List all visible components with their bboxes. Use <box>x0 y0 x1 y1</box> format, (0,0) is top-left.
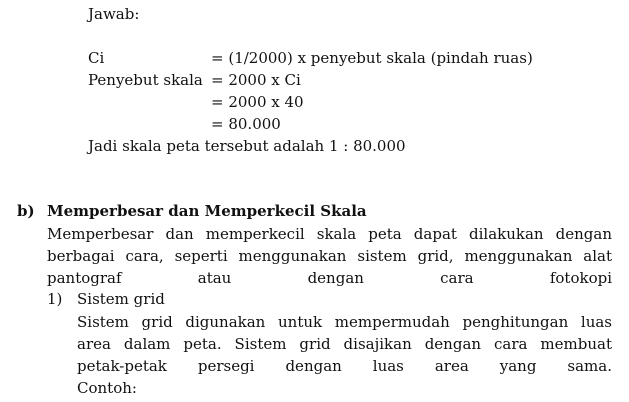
jawab-label: Jawab: <box>88 5 140 23</box>
section-b-paragraph <box>47 223 612 289</box>
item-1-line-2: area dalam peta. Sistem grid disajikan dengan cara membuat <box>77 335 612 353</box>
calc-rhs-1: = (1/2000) x penyebut skala (pindah ruas) <box>211 49 533 67</box>
calc-rhs-4: = 80.000 <box>211 115 281 133</box>
section-b-line-2: berbagai cara, seperti menggunakan sistem grid, menggunakan alat <box>47 247 612 265</box>
section-b-line-1: Memperbesar dan memperkecil skala peta dapat dilakukan dengan <box>47 225 612 243</box>
item-1-heading <box>47 289 165 309</box>
conclusion-text: Jadi skala peta tersebut adalah 1 : 80.000 <box>88 137 406 155</box>
item-1-paragraph <box>77 311 612 399</box>
section-b-heading <box>17 201 367 221</box>
section-b-marker: b) <box>17 202 35 220</box>
item-1-title: Sistem grid <box>77 290 165 308</box>
calc-rhs-2: = 2000 x Ci <box>211 71 301 89</box>
calc-label-penyebut: Penyebut skala <box>88 71 203 89</box>
calc-rhs-3: = 2000 x 40 <box>211 93 304 111</box>
item-1-line-1: Sistem grid digunakan untuk mempermudah penghitungan luas <box>77 313 612 331</box>
contoh-label: Contoh: <box>77 379 137 397</box>
calc-label-ci: Ci <box>88 49 105 67</box>
section-b-title: Memperbesar dan Memperkecil Skala <box>47 202 367 220</box>
section-b-line-3: pantograf atau dengan cara fotokopi <box>47 269 612 287</box>
item-1-line-3: petak-petak persegi dengan luas area yang sama. <box>77 357 612 375</box>
item-1-marker: 1) <box>47 290 63 308</box>
